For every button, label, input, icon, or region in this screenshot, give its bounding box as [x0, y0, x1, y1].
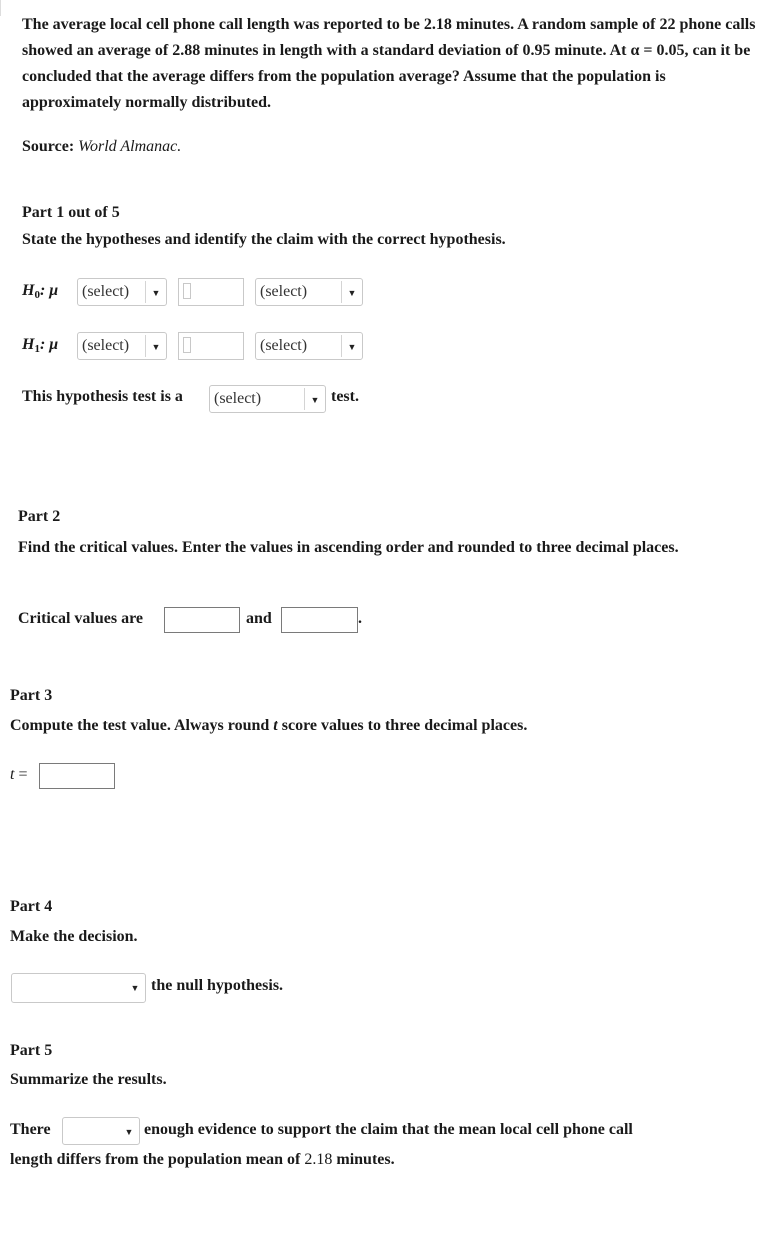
part4-heading: Part 4	[10, 898, 53, 915]
part2-instruction-block	[18, 534, 738, 561]
part3-heading: Part 3	[10, 687, 53, 704]
critical-value-2-input[interactable]	[281, 607, 358, 633]
source-line	[22, 138, 181, 156]
h0-claim-select[interactable]: (select) ▼	[255, 278, 363, 306]
chevron-down-icon: ▼	[304, 388, 325, 410]
h1-label: $H_1$: μ	[22, 336, 59, 355]
h0-value-input[interactable]	[178, 278, 244, 306]
critical-and-label: and	[246, 610, 272, 627]
evidence-select[interactable]	[62, 1117, 140, 1145]
test-type-select[interactable]: (select) ▼	[209, 385, 326, 413]
problem-statement	[22, 12, 762, 116]
chevron-down-icon: ▼	[341, 335, 362, 357]
critical-period: .	[358, 610, 362, 627]
critical-value-1-input[interactable]	[164, 607, 240, 633]
summary-prefix: There	[10, 1121, 51, 1138]
part1-instruction: State the hypotheses and identify the claim with the correct hypothesis.	[22, 231, 506, 248]
input-cursor-icon	[183, 283, 191, 299]
problem-text: The average local cell phone call length was reported to be 2.18 minutes. A random sample of 22 phone calls showed an average of 2.88 minutes in length with a standard deviation of 0.95 minute. At α = 0.05, can it be concluded that the average differs from the population average? Assume that the population is approximately normally distributed.	[22, 16, 756, 111]
summary-line1: enough evidence to support the claim that the mean local cell phone call	[144, 1121, 633, 1138]
chevron-down-icon: ▼	[145, 281, 166, 303]
source-label: Source:	[22, 138, 75, 155]
part3-instruction: Compute the test value. Always round t score values to three decimal places.	[10, 717, 528, 734]
test-type-prefix: This hypothesis test is a	[22, 388, 183, 405]
h1-claim-select[interactable]: (select) ▼	[255, 332, 363, 360]
chevron-down-icon: ▼	[124, 1127, 134, 1137]
part4-instruction: Make the decision.	[10, 928, 138, 945]
decision-select[interactable]	[11, 973, 146, 1003]
input-cursor-icon	[183, 337, 191, 353]
part5-heading: Part 5	[10, 1042, 53, 1059]
summary-line2: length differs from the population mean of 2.18 minutes.	[10, 1151, 395, 1168]
h1-operator-select[interactable]: (select) ▼	[77, 332, 167, 360]
part1-heading: Part 1 out of 5	[22, 204, 120, 221]
chevron-down-icon: ▼	[130, 983, 140, 993]
chevron-down-icon: ▼	[341, 281, 362, 303]
test-type-suffix: test.	[331, 388, 359, 405]
part2-instruction: Find the critical values. Enter the values in ascending order and rounded to three decimal places.	[18, 539, 679, 556]
h0-operator-select[interactable]: (select) ▼	[77, 278, 167, 306]
decision-suffix: the null hypothesis.	[151, 977, 284, 994]
source-name: World Almanac.	[78, 138, 182, 155]
part5-instruction: Summarize the results.	[10, 1071, 167, 1088]
h1-value-input[interactable]	[178, 332, 244, 360]
critical-values-label: Critical values are	[18, 610, 144, 627]
chevron-down-icon: ▼	[145, 335, 166, 357]
left-edge-divider	[0, 0, 1, 16]
h0-label: $H_0$: μ	[22, 282, 59, 301]
part2-heading: Part 2	[18, 508, 61, 525]
t-value-input[interactable]	[39, 763, 115, 789]
t-label: t =	[10, 766, 28, 783]
